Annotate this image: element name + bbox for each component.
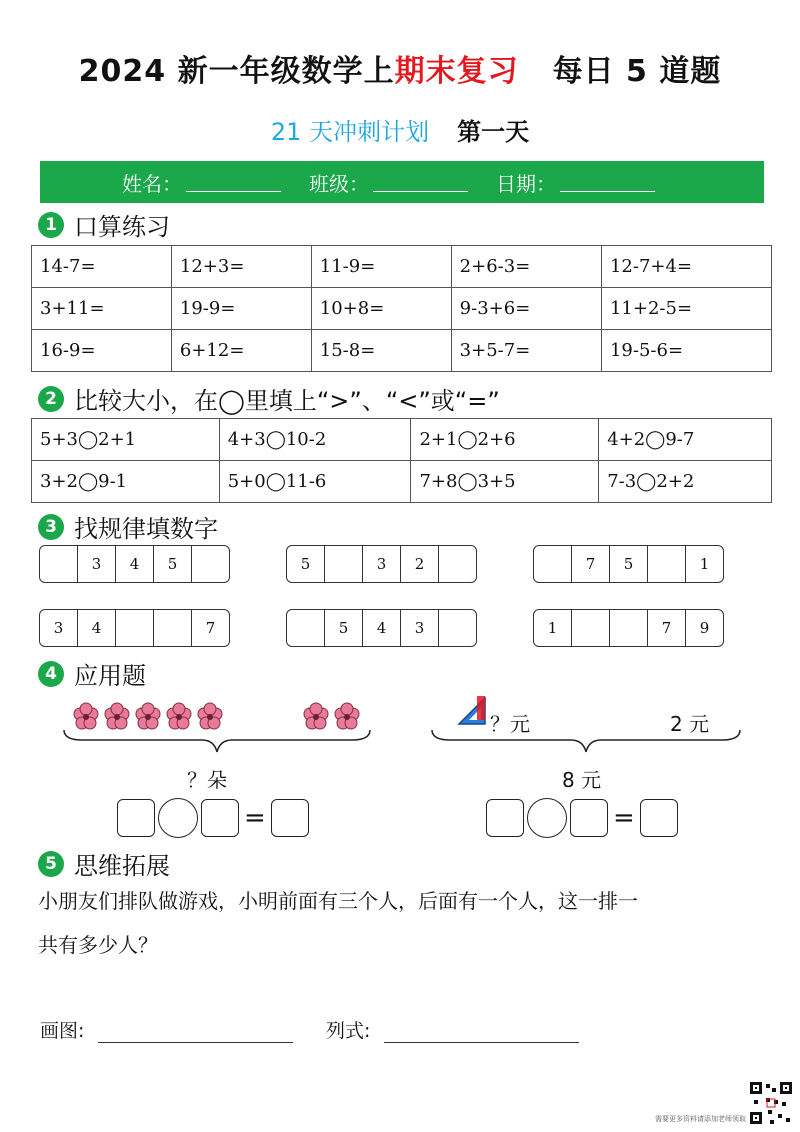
sequence-blank-cell[interactable]	[609, 610, 647, 646]
sequence-box	[39, 545, 230, 583]
sequence-cell: 1	[685, 546, 723, 582]
info-banner	[40, 161, 764, 203]
compare-table	[31, 418, 772, 503]
name-label: 姓名：	[122, 171, 182, 196]
sequence-cell: 5	[300, 555, 311, 573]
sequence-blank-cell[interactable]	[191, 546, 229, 582]
title-daily: 每日 5 道题	[552, 54, 722, 89]
sequence-cell: 1	[547, 619, 558, 637]
section-3-heading	[38, 509, 218, 544]
sequence-blank-cell[interactable]	[153, 610, 191, 646]
compare-cell[interactable]: 7+8◯3+5	[411, 461, 599, 503]
right-unknown-label: ？元	[490, 712, 530, 736]
answer-box[interactable]	[271, 799, 309, 837]
arithmetic-cell[interactable]: 14-7=	[32, 246, 172, 288]
problem-text	[38, 880, 768, 966]
title-text: 2024 新一年级数学上	[78, 54, 395, 89]
sequence-cell: 7	[191, 610, 229, 646]
date-field[interactable]	[496, 168, 655, 197]
arithmetic-cell[interactable]: 3+5-7=	[451, 330, 601, 372]
table-row	[32, 330, 772, 372]
formula-label: 列式:	[326, 1020, 371, 1042]
section-2-heading	[38, 381, 500, 416]
class-line	[373, 173, 468, 192]
date-label: 日期：	[496, 171, 556, 196]
triangle-ruler-icon	[455, 694, 489, 728]
compare-cell[interactable]: 7-3◯2+2	[599, 461, 772, 503]
table-row	[32, 419, 772, 461]
arithmetic-cell[interactable]: 9-3+6=	[451, 288, 601, 330]
arithmetic-cell[interactable]: 3+11=	[32, 288, 172, 330]
arithmetic-cell[interactable]: 12+3=	[171, 246, 311, 288]
problem-line: 共有多少人？	[38, 933, 158, 957]
arithmetic-cell[interactable]: 12-7+4=	[601, 246, 771, 288]
sequence-cell: 3	[400, 610, 438, 646]
problem-line: 小朋友们排队做游戏，小明前面有三个人，后面有一个人，这一排一	[38, 889, 638, 913]
draw-blank[interactable]	[98, 1042, 293, 1043]
answer-box[interactable]	[486, 799, 524, 837]
sequence-cell: 3	[362, 546, 400, 582]
flower-icon	[304, 703, 328, 729]
table-row	[32, 246, 772, 288]
sequence-box	[533, 609, 724, 647]
arithmetic-cell[interactable]: 6+12=	[171, 330, 311, 372]
left-total-label: ？朵	[187, 768, 227, 792]
answer-box[interactable]	[640, 799, 678, 837]
flower-icon	[198, 703, 222, 729]
operator-circle[interactable]	[527, 798, 567, 838]
equals-sign: =	[244, 803, 266, 833]
sequence-blank-cell[interactable]	[438, 610, 476, 646]
right-equation	[486, 798, 678, 838]
section-title: 口算练习	[74, 213, 170, 241]
arithmetic-cell[interactable]: 11+2-5=	[601, 288, 771, 330]
section-title: 比较大小，在◯里填上“>”、“<”或“=”	[74, 387, 500, 415]
subtitle	[0, 112, 800, 147]
sequence-blank-cell[interactable]	[287, 610, 324, 646]
sequence-box	[286, 545, 477, 583]
right-brace	[430, 728, 742, 756]
footer-note: 需要更多资料请添加老师领取	[655, 1115, 746, 1123]
right-known-label: 2 元	[670, 712, 710, 736]
flower-icon	[335, 703, 359, 729]
section-4-heading	[38, 656, 146, 691]
sequence-blank-cell[interactable]	[40, 546, 77, 582]
sequence-blank-cell[interactable]	[647, 546, 685, 582]
arithmetic-cell[interactable]: 19-5-6=	[601, 330, 771, 372]
sequence-blank-cell[interactable]	[438, 546, 476, 582]
sequence-box	[39, 609, 230, 647]
sequence-cell: 9	[685, 610, 723, 646]
compare-cell[interactable]: 4+3◯10-2	[219, 419, 411, 461]
class-label: 班级：	[309, 171, 369, 196]
flower-icon	[167, 703, 191, 729]
sequence-cell: 3	[53, 619, 64, 637]
section-number: 3	[38, 514, 64, 540]
compare-cell[interactable]: 3+2◯9-1	[32, 461, 220, 503]
class-field[interactable]	[309, 168, 468, 197]
formula-blank[interactable]	[384, 1042, 579, 1043]
sequence-cell: 3	[77, 546, 115, 582]
left-brace	[62, 728, 372, 756]
sequence-cell: 4	[77, 610, 115, 646]
section-title: 思维拓展	[74, 852, 170, 880]
compare-cell[interactable]: 2+1◯2+6	[411, 419, 599, 461]
name-field[interactable]	[122, 168, 281, 197]
sequence-cell: 4	[115, 546, 153, 582]
sequence-cell: 2	[400, 546, 438, 582]
sequence-cell: 7	[571, 546, 609, 582]
section-number: 1	[38, 212, 64, 238]
compare-cell[interactable]: 4+2◯9-7	[599, 419, 772, 461]
left-equation	[117, 798, 309, 838]
arithmetic-cell[interactable]: 16-9=	[32, 330, 172, 372]
section-1-heading	[38, 207, 170, 242]
operator-circle[interactable]	[158, 798, 198, 838]
sequence-cell: 4	[362, 610, 400, 646]
arithmetic-cell[interactable]: 19-9=	[171, 288, 311, 330]
table-row	[32, 288, 772, 330]
arithmetic-cell[interactable]: 10+8=	[311, 288, 451, 330]
sequence-blank-cell[interactable]	[571, 610, 609, 646]
sequence-box	[286, 609, 477, 647]
section-5-heading	[38, 846, 170, 881]
sequence-blank-cell[interactable]	[115, 610, 153, 646]
arithmetic-cell[interactable]: 11-9=	[311, 246, 451, 288]
qr-code-icon	[748, 1080, 794, 1126]
equals-sign: =	[613, 803, 635, 833]
arithmetic-cell[interactable]: 15-8=	[311, 330, 451, 372]
section-number: 5	[38, 851, 64, 877]
answer-box[interactable]	[201, 799, 239, 837]
section-title: 找规律填数字	[74, 515, 218, 543]
flower-icon	[74, 703, 98, 729]
right-total-label: 8 元	[562, 768, 602, 792]
arithmetic-cell[interactable]: 2+6-3=	[451, 246, 601, 288]
name-line	[186, 173, 281, 192]
sequence-blank-cell[interactable]	[534, 546, 571, 582]
title-highlight: 期末复习	[394, 54, 519, 89]
oral-arithmetic-table	[31, 245, 772, 372]
answer-box[interactable]	[570, 799, 608, 837]
flower-icon	[105, 703, 129, 729]
flower-icon	[136, 703, 160, 729]
date-line	[560, 173, 655, 192]
formula-row	[326, 1016, 579, 1043]
sequence-cell: 5	[609, 546, 647, 582]
page-title	[0, 46, 800, 90]
sequence-box	[533, 545, 724, 583]
sequence-cell: 5	[153, 546, 191, 582]
answer-box[interactable]	[117, 799, 155, 837]
sequence-blank-cell[interactable]	[324, 546, 362, 582]
day-label: 第一天	[457, 118, 530, 146]
sequence-cell: 5	[324, 610, 362, 646]
plan-label: 21 天冲刺计划	[270, 118, 430, 146]
sequence-cell: 7	[647, 610, 685, 646]
section-number: 2	[38, 386, 64, 412]
draw-label: 画图:	[40, 1020, 85, 1042]
section-number: 4	[38, 661, 64, 687]
compare-cell[interactable]: 5+3◯2+1	[32, 419, 220, 461]
compare-cell[interactable]: 5+0◯11-6	[219, 461, 411, 503]
table-row	[32, 461, 772, 503]
section-title: 应用题	[74, 662, 146, 690]
draw-row	[40, 1016, 293, 1043]
